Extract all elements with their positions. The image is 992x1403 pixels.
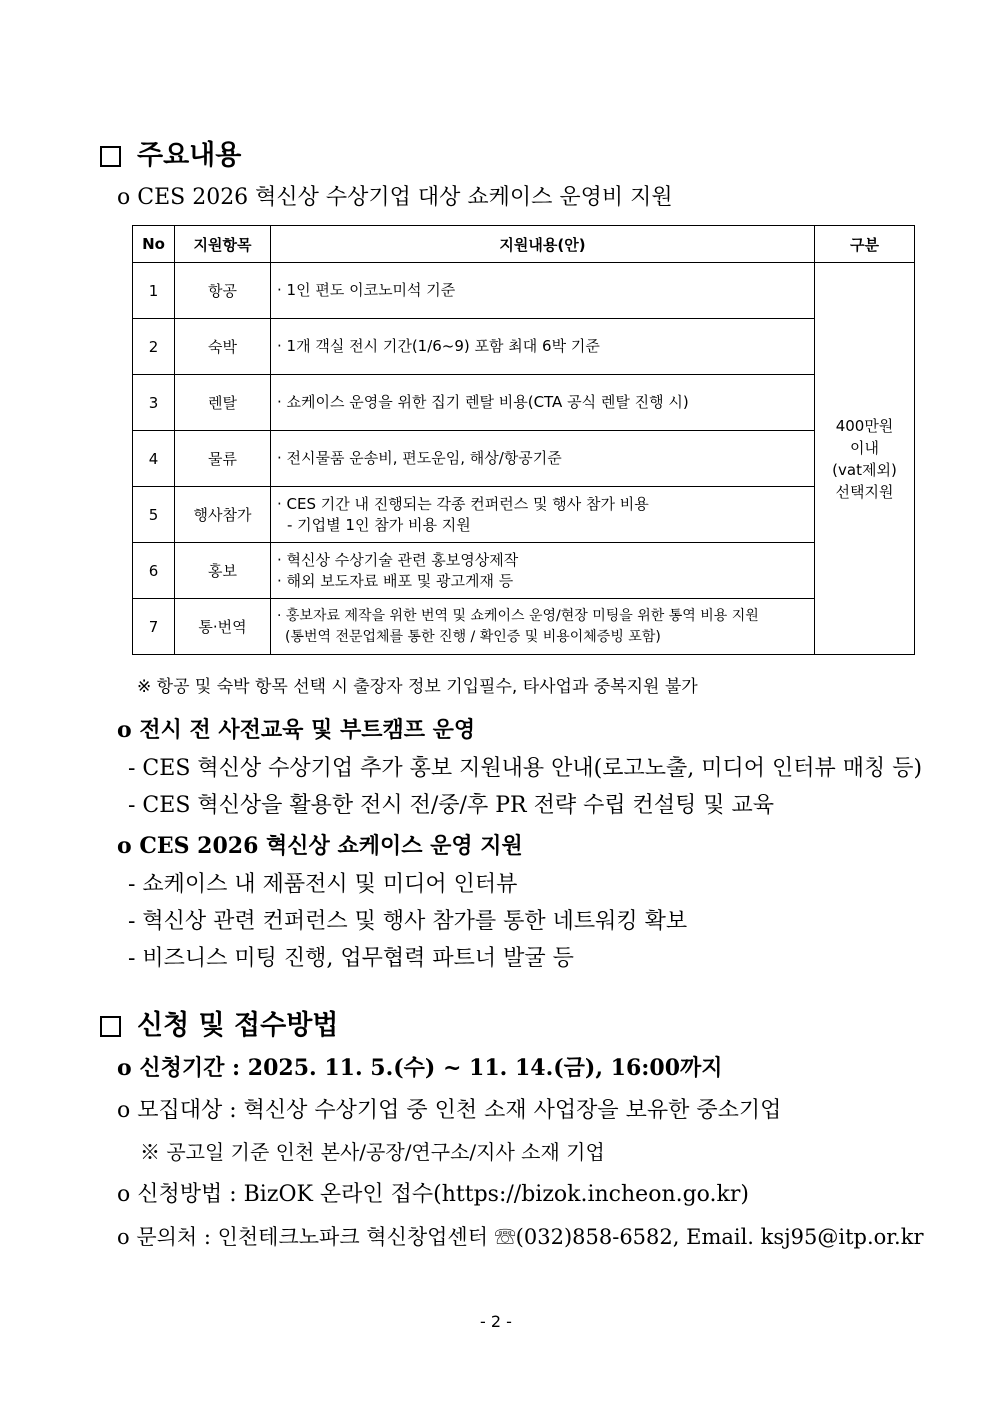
cell-desc: [271, 487, 815, 543]
cell-item: 렌탈: [175, 375, 271, 431]
cell-desc-line: · 쇼케이스 운영을 위한 집기 렌탈 비용(CTA 공식 렌탈 진행 시): [277, 393, 689, 411]
checkbox-square-icon: [100, 1016, 121, 1037]
section-heading-main-content: [100, 140, 241, 172]
cell-desc-line: · 전시물품 운송비, 편도운임, 해상/항공기준: [277, 449, 562, 467]
cell-no: 4: [133, 431, 175, 487]
list-item-showcase-support: o CES 2026 혁신상 수상기업 대상 쇼케이스 운영비 지원: [117, 185, 673, 210]
table-row: [133, 431, 915, 487]
table-row: [133, 543, 915, 599]
category-line: 400만원: [835, 416, 894, 435]
cell-desc-line: · 1개 객실 전시 기간(1/6~9) 포함 최대 6박 기준: [277, 337, 600, 355]
cell-desc-subline: (통번역 전문업체를 통한 진행 / 확인증 및 비용이체증빙 포함): [285, 628, 661, 645]
cell-desc-line: · CES 기간 내 진행되는 각종 컨퍼런스 및 행사 참가 비용: [277, 494, 649, 513]
sub-item: - 혁신상 관련 컨퍼런스 및 행사 참가를 통한 네트워킹 확보: [128, 909, 688, 934]
cell-desc: [271, 543, 815, 599]
category-line: 선택지원: [835, 482, 894, 501]
cell-no: 3: [133, 375, 175, 431]
table-row: [133, 263, 915, 319]
application-period: o 신청기간 : 2025. 11. 5.(수) ~ 11. 14.(금), 16:00까지: [117, 1055, 723, 1081]
cell-desc: [271, 431, 815, 487]
cell-desc: [271, 263, 815, 319]
cell-item: 숙박: [175, 319, 271, 375]
cell-item: 물류: [175, 431, 271, 487]
checkbox-square-icon: [100, 146, 121, 167]
category-line: 이내: [850, 438, 879, 457]
cell-no: 7: [133, 599, 175, 655]
section-heading-label: 신청 및 접수방법: [137, 1010, 339, 1041]
category-line: (vat제외): [832, 460, 897, 479]
recruitment-target: o 모집대상 : 혁신상 수상기업 중 인천 소재 사업장을 보유한 중소기업: [117, 1098, 782, 1123]
cell-desc: [271, 319, 815, 375]
table-row: [133, 375, 915, 431]
column-header-category: 구분: [815, 226, 915, 263]
table-row: [133, 487, 915, 543]
target-note: ※ 공고일 기준 인천 본사/공장/연구소/지사 소재 기업: [140, 1140, 605, 1164]
support-table: [132, 225, 915, 655]
cell-item: 항공: [175, 263, 271, 319]
cell-desc-line: · 홍보자료 제작을 위한 번역 및 쇼케이스 운영/현장 미팅을 위한 통역 비용 지원: [277, 607, 759, 624]
cell-item: 통·번역: [175, 599, 271, 655]
cell-category: [815, 263, 915, 655]
cell-desc: [271, 375, 815, 431]
table-row: [133, 599, 915, 655]
section-heading-label: 주요내용: [137, 140, 242, 171]
cell-desc-line: · 혁신상 수상기술 관련 홍보영상제작: [277, 550, 519, 569]
cell-no: 5: [133, 487, 175, 543]
cell-desc: [271, 599, 815, 655]
sub-item: - CES 혁신상 수상기업 추가 홍보 지원내용 안내(로고노출, 미디어 인터뷰 매칭 등): [128, 756, 923, 781]
sub-item: - 비즈니스 미팅 진행, 업무협력 파트너 발굴 등: [128, 946, 574, 971]
page-number: - 2 -: [480, 1312, 512, 1331]
table-row: [133, 319, 915, 375]
table-footnote: ※ 항공 및 숙박 항목 선택 시 출장자 정보 기입필수, 타사업과 중복지원 불가: [137, 677, 698, 697]
table-header-row: [133, 226, 915, 263]
column-header-item: 지원항목: [175, 226, 271, 263]
cell-desc-line: · 해외 보도자료 배포 및 광고게재 등: [277, 571, 514, 590]
sub-item: - CES 혁신상을 활용한 전시 전/중/후 PR 전략 수립 컨설팅 및 교육: [128, 793, 775, 818]
cell-no: 2: [133, 319, 175, 375]
list-item-showcase-operation: o CES 2026 혁신상 쇼케이스 운영 지원: [117, 833, 523, 859]
cell-item: 행사참가: [175, 487, 271, 543]
cell-no: 6: [133, 543, 175, 599]
sub-item: - 쇼케이스 내 제품전시 및 미디어 인터뷰: [128, 872, 518, 897]
column-header-no: No: [133, 226, 175, 263]
list-item-bootcamp: o 전시 전 사전교육 및 부트캠프 운영: [117, 717, 476, 743]
cell-item: 홍보: [175, 543, 271, 599]
column-header-content: 지원내용(안): [271, 226, 815, 263]
cell-desc-subline: - 기업별 1인 참가 비용 지원: [287, 515, 471, 534]
application-method: o 신청방법 : BizOK 온라인 접수(https://bizok.incheon.go.kr): [117, 1182, 749, 1207]
cell-desc-line: · 1인 편도 이코노미석 기준: [277, 281, 456, 299]
section-heading-application: [100, 1010, 338, 1042]
contact-info: o 문의처 : 인천테크노파크 혁신창업센터 ☏(032)858-6582, Email. ksj95@itp.or.kr: [117, 1225, 924, 1249]
cell-no: 1: [133, 263, 175, 319]
